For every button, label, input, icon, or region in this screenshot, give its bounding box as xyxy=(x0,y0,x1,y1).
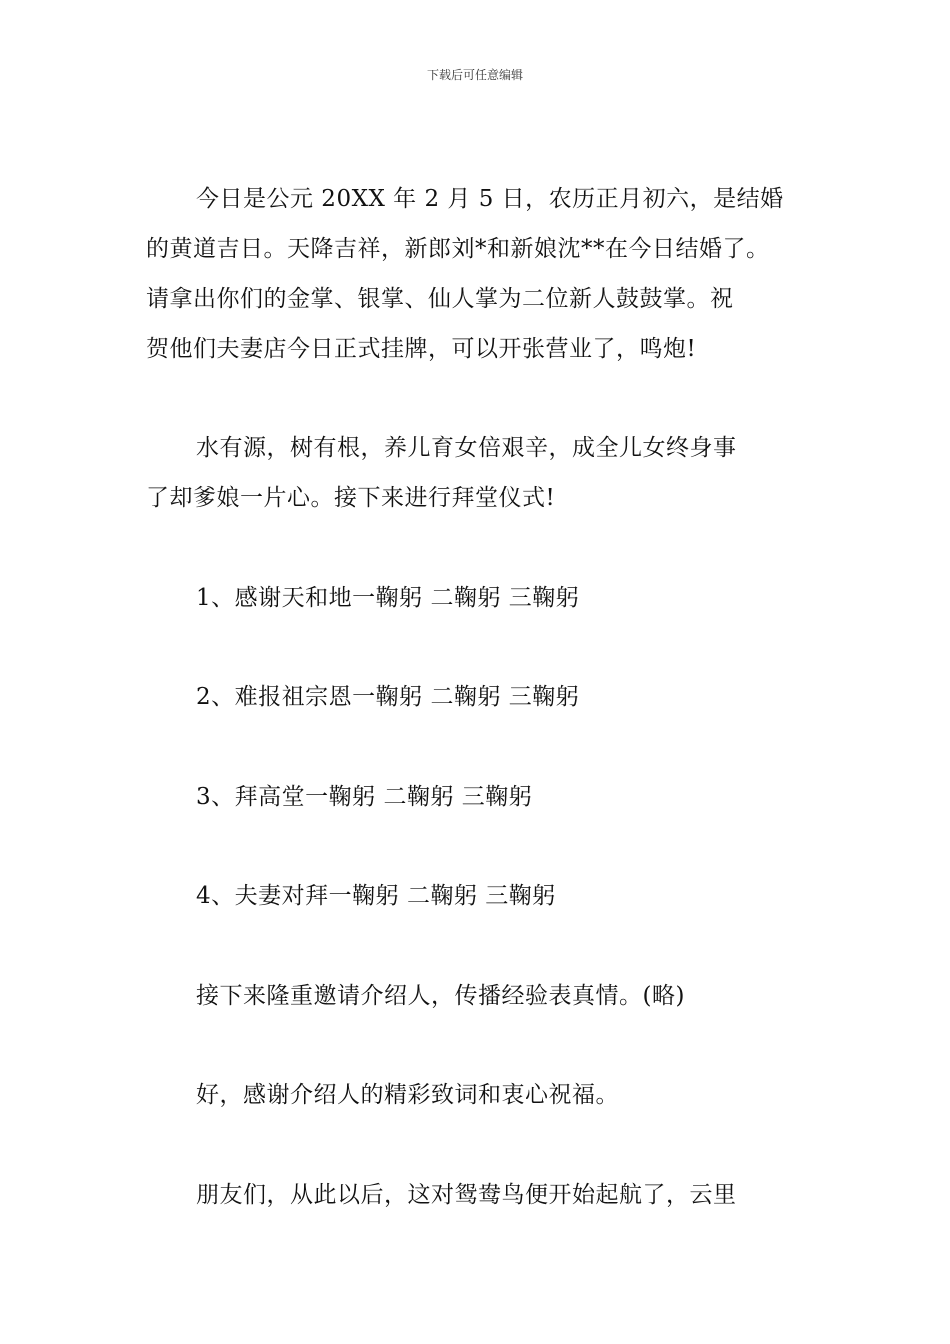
paragraph-2-line-1: 水有源，树有根，养儿育女倍艰辛，成全儿女终身事 xyxy=(196,435,737,461)
thanks-line: 好，感谢介绍人的精彩致词和衷心祝福。 xyxy=(196,1082,619,1108)
paragraph-1-line-3: 请拿出你们的金掌、银掌、仙人掌为二位新人鼓鼓掌。祝 xyxy=(146,286,734,312)
paragraph-1-line-4: 贺他们夫妻店今日正式挂牌，可以开张营业了，鸣炮! xyxy=(146,336,697,362)
paragraph-1-line-2: 的黄道吉日。天降吉祥，新郎刘*和新娘沈**在今日结婚了。 xyxy=(146,236,770,262)
paragraph-1-line-1: 今日是公元 20XX 年 2 月 5 日，农历正月初六，是结婚 xyxy=(196,186,784,212)
page-header-note: 下载后可任意编辑 xyxy=(426,68,523,82)
friends-line: 朋友们，从此以后，这对鸳鸯鸟便开始起航了，云里 xyxy=(196,1182,737,1208)
introducer-line: 接下来隆重邀请介绍人，传播经验表真情。(略) xyxy=(196,983,685,1009)
bow-step-1: 1、感谢天和地一鞠躬 二鞠躬 三鞠躬 xyxy=(196,585,580,611)
bow-step-3: 3、拜高堂一鞠躬 二鞠躬 三鞠躬 xyxy=(196,784,533,810)
bow-step-2: 2、难报祖宗恩一鞠躬 二鞠躬 三鞠躬 xyxy=(196,684,580,710)
bow-step-4: 4、夫妻对拜一鞠躬 二鞠躬 三鞠躬 xyxy=(196,883,556,909)
paragraph-2-line-2: 了却爹娘一片心。接下来进行拜堂仪式! xyxy=(146,485,556,511)
